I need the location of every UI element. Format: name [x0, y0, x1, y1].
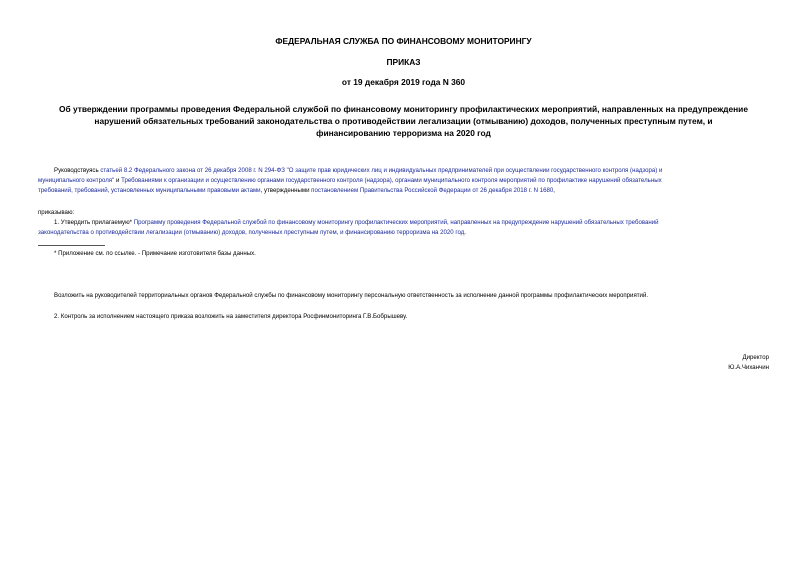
government-decree-link[interactable]: постановлением Правительства Российской Федерации от 26 декабря 2018 г. N 1680: [311, 187, 554, 194]
preamble-text: Руководствуясь: [54, 167, 101, 174]
preamble-line-3: [38, 186, 555, 197]
document-type: ПРИКАЗ: [386, 57, 421, 67]
preamble-line-1: [54, 166, 662, 177]
preamble-text: и: [114, 177, 122, 184]
program-link[interactable]: Программу проведения Федеральной службой по финансовому мониторингу профилактических мероприятий, направленных на предупреждение нарушений обязательных требований: [133, 219, 659, 226]
item-1-text: .: [464, 229, 466, 236]
subject-line: финансированию терроризма на 2020 год: [316, 128, 491, 138]
item-2-paragraph: 2. Контроль за исполнением настоящего приказа возложить на заместителя директора Росфинмониторинга Г.В.Бобрышеву.: [54, 313, 408, 320]
document-subject: [38, 103, 769, 139]
order-word: приказываю:: [38, 209, 75, 216]
footnote-divider: [38, 245, 105, 246]
responsibility-paragraph: Возложить на руководителей территориальных органов Федеральной службы по финансовому мониторингу персональную ответственность за исполнение данной программы профилактических мероприятий.: [54, 292, 649, 299]
law-294-fz-link[interactable]: статьей 8.2 Федерального закона от 26 декабря 2008 г. N 294-ФЗ "О защите прав юридических лиц и индивидуальных предпринимателей при осуществлении государственного контроля (надзора) и: [100, 167, 663, 174]
footnote: * Приложение см. по ссылке. - Примечание изготовителя базы данных.: [54, 250, 256, 257]
law-294-fz-link-cont[interactable]: муниципального контроля": [38, 177, 115, 184]
subject-line: Об утверждении программы проведения Федеральной службой по финансовому мониторингу профилактических мероприятий, направленных на предупреждение: [58, 104, 748, 114]
preamble-text: , утвержденными: [260, 187, 312, 194]
preamble-line-2: [38, 176, 662, 187]
program-link-cont[interactable]: законодательства о противодействии легализации (отмыванию) доходов, полученных преступным путем, и финансированию терроризма на 2020 год: [38, 229, 465, 236]
item-1-text: 1. Утвердить прилагаемую*: [54, 219, 134, 226]
requirements-link-cont[interactable]: требований, требований, установленных муниципальными правовыми актами: [38, 187, 261, 194]
item-1-line-1: [54, 218, 659, 229]
requirements-link[interactable]: Требованиями к организации и осуществлению органами государственного контроля (надзора), органами муниципального контроля мероприятий по профилактике нарушений обязательных: [121, 177, 662, 184]
subject-line: нарушений обязательных требований законодательства о противодействии легализации (отмыванию) доходов, полученных преступным путем, и: [94, 116, 713, 126]
signature-name: Ю.А.Чиханчин: [728, 364, 769, 371]
agency-heading: ФЕДЕРАЛЬНАЯ СЛУЖБА ПО ФИНАНСОВОМУ МОНИТОРИНГУ: [275, 36, 532, 46]
preamble-text: ,: [553, 187, 555, 194]
signature-position: Директор: [742, 354, 769, 361]
item-1-line-2: [38, 228, 466, 239]
document-date: от 19 декабря 2019 года N 360: [341, 77, 466, 87]
